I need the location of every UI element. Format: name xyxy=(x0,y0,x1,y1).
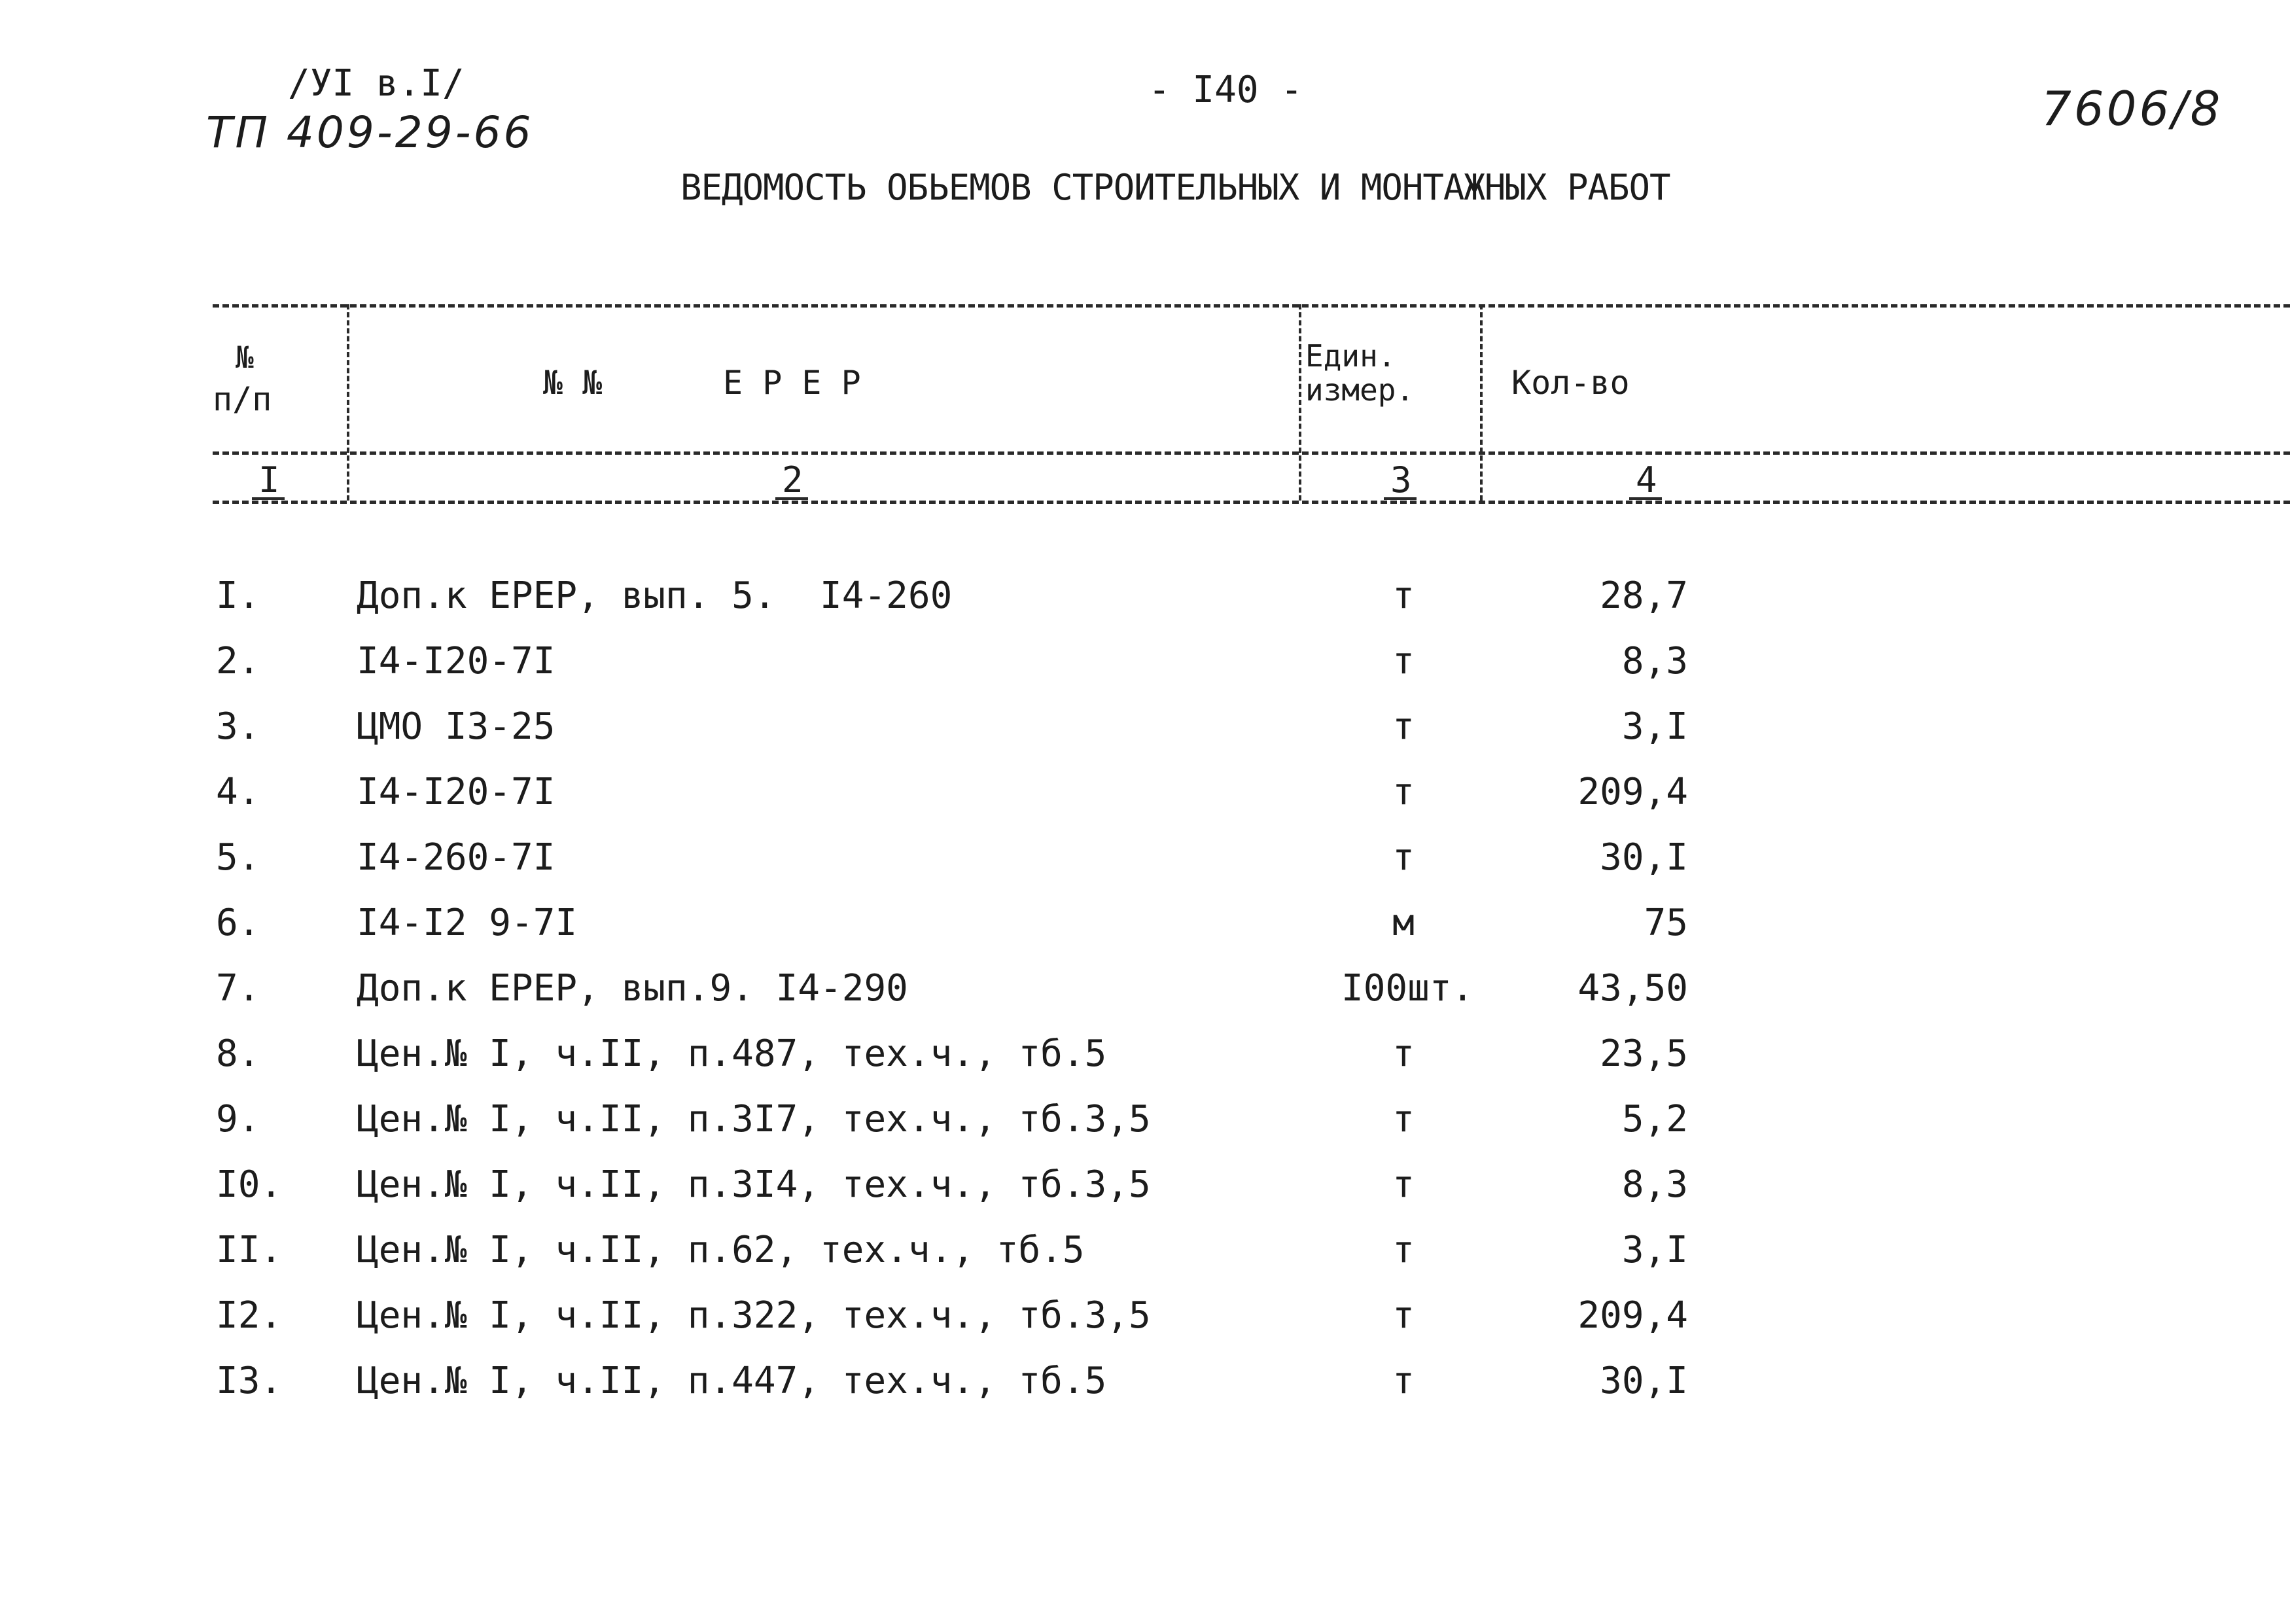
row-unit: т xyxy=(1392,1229,1415,1271)
row-quantity: 3,I xyxy=(1621,1229,1688,1271)
row-number: 6. xyxy=(216,902,260,944)
row-number: 9. xyxy=(216,1098,260,1140)
row-unit: т xyxy=(1392,1360,1415,1402)
row-unit: т xyxy=(1392,1294,1415,1337)
table-row xyxy=(0,574,2290,637)
row-erer-code: Цен.№ I, ч.II, п.3I7, тех.ч., тб.3,5 xyxy=(357,1098,1151,1140)
column-number-3-underline xyxy=(1384,497,1417,500)
row-quantity: 43,50 xyxy=(1577,967,1688,1010)
row-unit: т xyxy=(1392,836,1415,879)
row-number: 5. xyxy=(216,836,260,879)
row-erer-code: Цен.№ I, ч.II, п.3I4, тех.ч., тб.3,5 xyxy=(357,1163,1151,1206)
row-quantity: 75 xyxy=(1644,902,1688,944)
row-unit: т xyxy=(1392,640,1415,682)
row-unit: т xyxy=(1392,1033,1415,1075)
row-unit: т xyxy=(1392,1163,1415,1206)
column-number-3: 3 xyxy=(1390,459,1412,501)
row-unit: т xyxy=(1392,574,1415,617)
row-number: 3. xyxy=(216,705,260,748)
row-erer-code: Цен.№ I, ч.II, п.62, тех.ч., тб.5 xyxy=(357,1229,1085,1271)
document-code-top: /УI в.I/ xyxy=(288,62,465,105)
row-number: 2. xyxy=(216,640,260,682)
row-quantity: 209,4 xyxy=(1577,771,1688,813)
row-number: 7. xyxy=(216,967,260,1010)
row-erer-code: I4-260-7I xyxy=(357,836,555,879)
header-top-rule xyxy=(213,304,2290,308)
row-number: 8. xyxy=(216,1033,260,1075)
row-erer-code: I4-I20-7I xyxy=(357,771,555,813)
sheet-number-handwritten: 7606/8 xyxy=(2041,81,2223,136)
row-quantity: 30,I xyxy=(1600,836,1688,879)
row-quantity: 28,7 xyxy=(1600,574,1688,617)
table-row xyxy=(0,836,2290,898)
column-number-4-underline xyxy=(1629,497,1662,500)
table-row xyxy=(0,1098,2290,1160)
row-quantity: 8,3 xyxy=(1621,1163,1688,1206)
row-erer-code: I4-I20-7I xyxy=(357,640,555,682)
column-heading-number: п/п xyxy=(213,380,272,418)
column-number-4: 4 xyxy=(1636,459,1657,501)
row-quantity: 30,I xyxy=(1600,1360,1688,1402)
row-erer-code: I4-I2 9-7I xyxy=(357,902,578,944)
row-number: II. xyxy=(216,1229,283,1271)
column-number-1-underline xyxy=(252,497,285,500)
column-number-1: I xyxy=(258,459,280,501)
table-row xyxy=(0,771,2290,833)
column-separator-3 xyxy=(1480,304,1483,501)
row-unit: т xyxy=(1392,771,1415,813)
document-title: ВЕДОМОСТЬ ОБЬЕМОВ СТРОИТЕЛЬНЫХ И МОНТАЖНЫХ РАБОТ xyxy=(680,167,1670,208)
table-row xyxy=(0,1360,2290,1422)
table-row xyxy=(0,705,2290,768)
row-erer-code: Доп.к ЕРЕР, вып. 5. I4-260 xyxy=(357,574,953,617)
table-row xyxy=(0,1033,2290,1095)
column-number-2-underline xyxy=(775,497,808,500)
row-erer-code: Цен.№ I, ч.II, п.487, тех.ч., тб.5 xyxy=(357,1033,1107,1075)
row-erer-code: Доп.к ЕРЕР, вып.9. I4-290 xyxy=(357,967,908,1010)
row-quantity: 209,4 xyxy=(1577,1294,1688,1337)
table-row xyxy=(0,1294,2290,1356)
column-heading-quantity: Кол-во xyxy=(1511,364,1630,402)
header-middle-rule xyxy=(213,451,2290,455)
header-bottom-rule xyxy=(213,501,2290,504)
row-quantity: 3,I xyxy=(1621,705,1688,748)
row-quantity: 5,2 xyxy=(1621,1098,1688,1140)
document-code-handwritten: ТП 409-29-66 xyxy=(206,107,534,158)
column-heading-unit-line1: Един. xyxy=(1305,338,1396,374)
column-number-2: 2 xyxy=(782,459,803,501)
column-separator-1 xyxy=(347,304,349,501)
column-heading-erer: Е Р Е Р xyxy=(723,364,861,402)
row-erer-code: ЦМО I3-25 xyxy=(357,705,555,748)
row-unit: т xyxy=(1392,705,1415,748)
column-heading-erer-prefix: № № xyxy=(543,364,603,402)
table-row xyxy=(0,902,2290,964)
row-number: 4. xyxy=(216,771,260,813)
column-heading-number-sign: № xyxy=(236,340,254,375)
table-row xyxy=(0,1163,2290,1226)
row-number: I0. xyxy=(216,1163,283,1206)
row-unit: I00шт. xyxy=(1341,967,1474,1010)
table-row xyxy=(0,640,2290,702)
row-number: I3. xyxy=(216,1360,283,1402)
row-number: I2. xyxy=(216,1294,283,1337)
table-row xyxy=(0,967,2290,1029)
page-number: - I40 - xyxy=(1148,69,1303,111)
table-row xyxy=(0,1229,2290,1291)
row-erer-code: Цен.№ I, ч.II, п.447, тех.ч., тб.5 xyxy=(357,1360,1107,1402)
row-quantity: 8,3 xyxy=(1621,640,1688,682)
column-separator-2 xyxy=(1299,304,1301,501)
column-heading-unit-line2: измер. xyxy=(1305,372,1415,408)
row-unit: т xyxy=(1392,1098,1415,1140)
row-quantity: 23,5 xyxy=(1600,1033,1688,1075)
row-unit: м xyxy=(1392,902,1415,944)
row-number: I. xyxy=(216,574,260,617)
row-erer-code: Цен.№ I, ч.II, п.322, тех.ч., тб.3,5 xyxy=(357,1294,1151,1337)
